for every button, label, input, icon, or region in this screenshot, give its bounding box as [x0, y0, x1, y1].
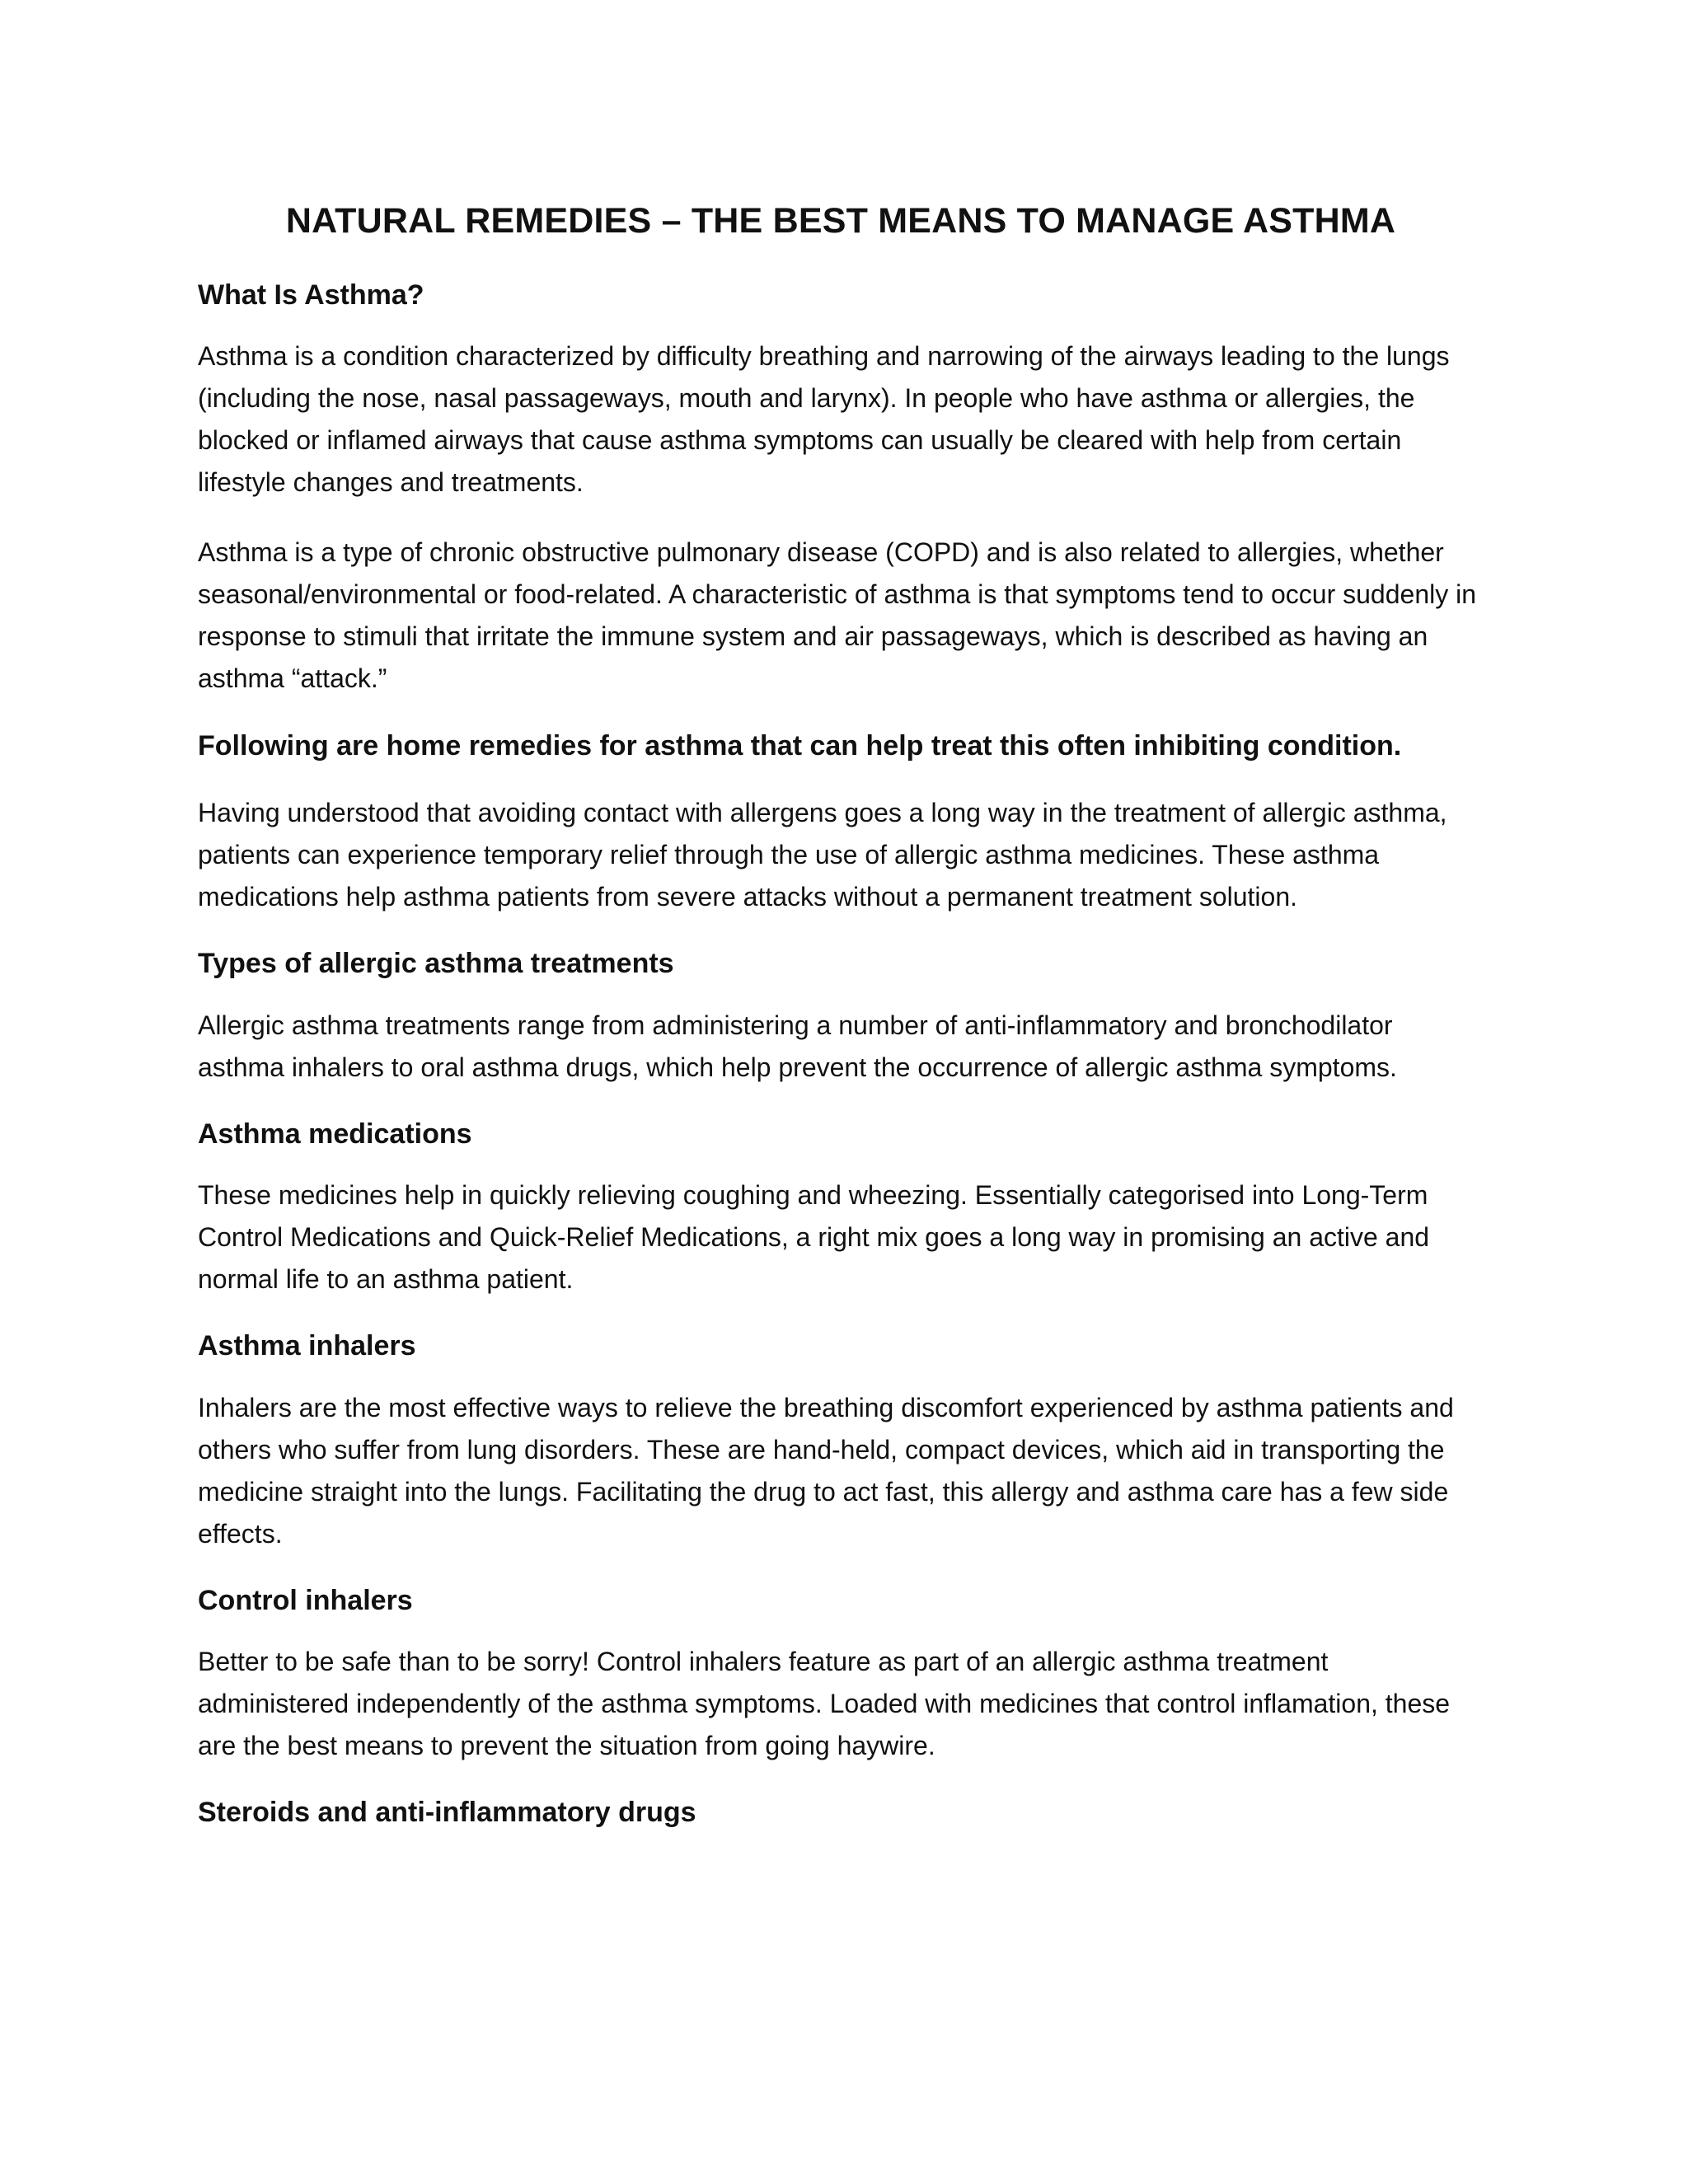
section-heading: Steroids and anti-inflammatory drugs: [198, 1797, 696, 1829]
section-home-remedies: [198, 728, 1484, 918]
section-heading: Asthma medications: [198, 1118, 472, 1150]
section-heading: Control inhalers: [198, 1584, 413, 1616]
section-heading: What Is Asthma?: [198, 279, 424, 311]
section-asthma-medications: [198, 1117, 1484, 1301]
paragraph: These medicines help in quickly relieving coughing and wheezing. Essentially categorised into Long-Term Control Medications and Quick-Relief Medications, a right mix goes a long way in promising an active and normal life to an asthma patient.: [198, 1180, 1430, 1295]
section-steroids: [198, 1795, 1484, 1830]
paragraph: Asthma is a type of chronic obstructive pulmonary disease (COPD) and is also related to allergies, whether seasonal/environmental or food-related. A characteristic of asthma is that symptoms tend to occur suddenly in response to stimuli that irritate the immune system and air passageways, which is described as having an asthma “attack.”: [198, 537, 1477, 694]
paragraph: Inhalers are the most effective ways to relieve the breathing discomfort experienced by asthma patients and others who suffer from lung disorders. These are hand-held, compact devices, which aid in transporting the medicine straight into the lungs. Facilitating the drug to act fast, this allergy and asthma care has a few side effects.: [198, 1392, 1454, 1549]
paragraph: Better to be safe than to be sorry! Control inhalers feature as part of an allergic asthma treatment administered independently of the asthma symptoms. Loaded with medicines that control inflamation, these are the best means to prevent the situation from going haywire.: [198, 1647, 1451, 1761]
section-control-inhalers: [198, 1583, 1484, 1768]
paragraph: Having understood that avoiding contact with allergens goes a long way in the treatment of allergic asthma, patients can experience temporary relief through the use of allergic asthma medicines. These asthma medications help asthma patients from severe attacks without a permanent treatment solution.: [198, 798, 1447, 912]
paragraph: Asthma is a condition characterized by difficulty breathing and narrowing of the airways leading to the lungs (including the nose, nasal passageways, mouth and larynx). In people who have asthma or allergies, the blocked or inflamed airways that cause asthma symptoms can usually be cleared with help from certain lifestyle changes and treatments.: [198, 341, 1450, 498]
paragraph: Allergic asthma treatments range from administering a number of anti-inflammatory and bronchodilator asthma inhalers to oral asthma drugs, which help prevent the occurrence of allergic asthma symptoms.: [198, 1010, 1397, 1082]
section-heading: Types of allergic asthma treatments: [198, 948, 674, 980]
section-asthma-inhalers: [198, 1329, 1484, 1555]
lead-statement: Following are home remedies for asthma that can help treat this often inhibiting condition.: [198, 730, 1402, 762]
document-page: [198, 200, 1484, 1854]
section-what-is-asthma: [198, 278, 1484, 701]
document-title: NATURAL REMEDIES – THE BEST MEANS TO MANAGE ASTHMA: [285, 201, 1396, 241]
section-heading: Asthma inhalers: [198, 1330, 416, 1362]
section-types-of-treatments: [198, 946, 1484, 1089]
